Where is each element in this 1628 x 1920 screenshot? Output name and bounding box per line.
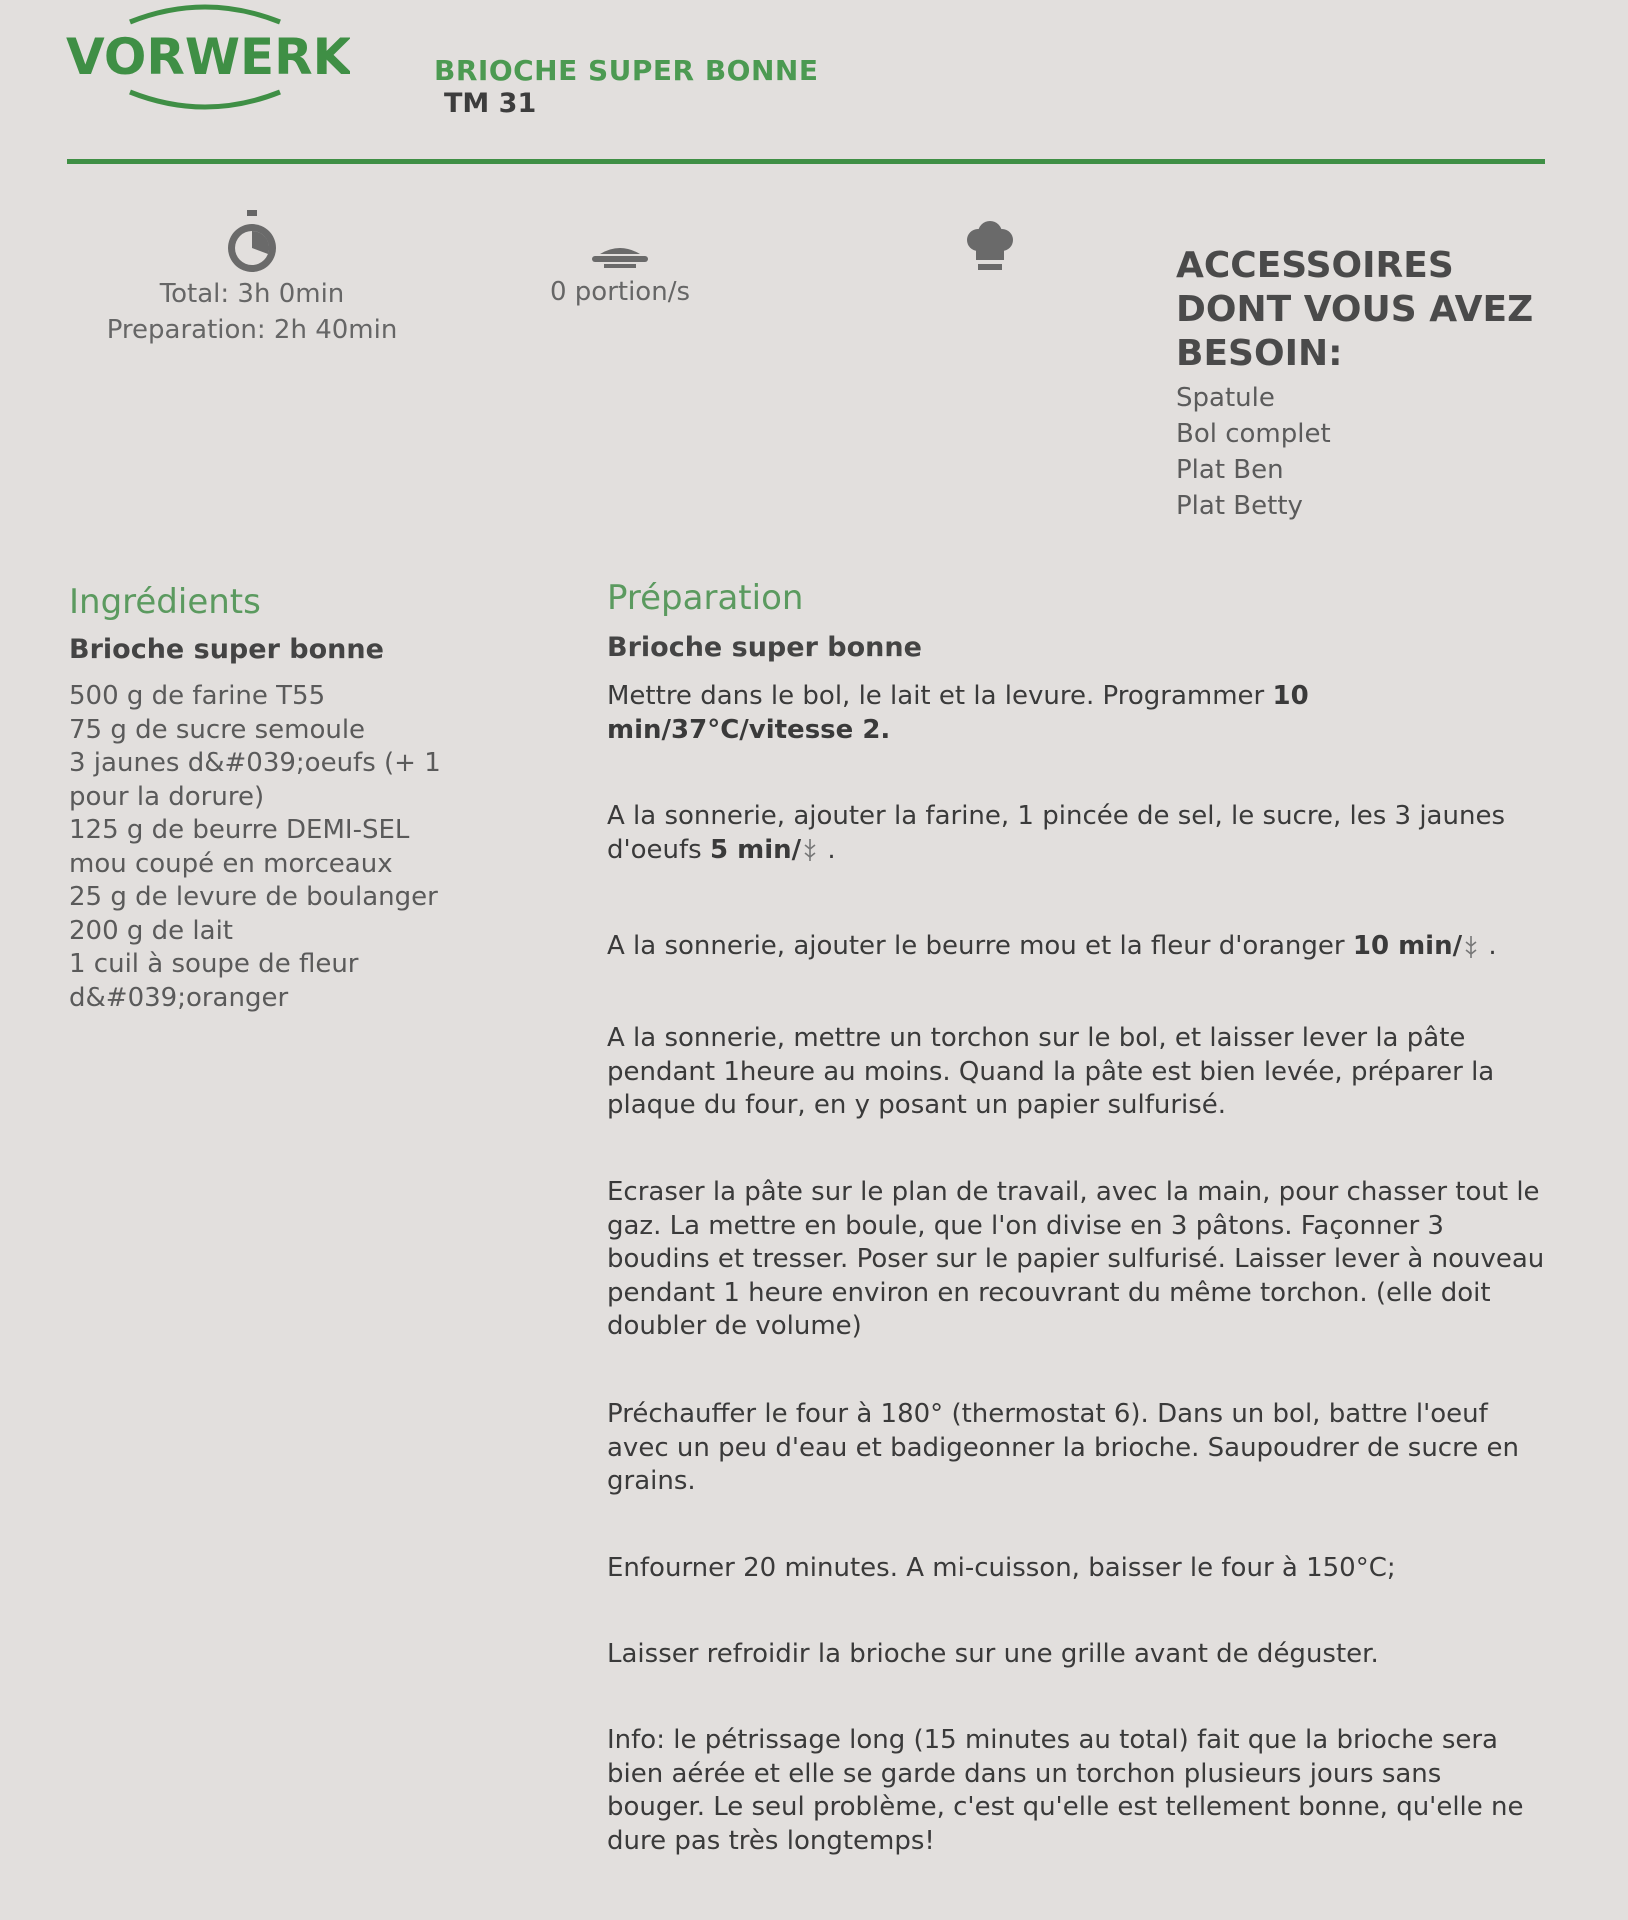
ingredient-line: mou coupé en morceaux	[69, 848, 393, 879]
step-8: Laisser refroidir la brioche sur une grille avant de déguster.	[607, 1639, 1379, 1669]
step-3	[607, 930, 1547, 964]
accessories-title: ACCESSOIRES DONT VOUS AVEZ BESOIN:	[1176, 245, 1534, 374]
ingredient-line: 75 g de sucre semoule	[69, 714, 366, 745]
accessory-item: Bol complet	[1176, 419, 1331, 449]
preparation-subheading: Brioche super bonne	[607, 632, 922, 663]
step-1	[607, 680, 1547, 747]
ingredient-line: pour la dorure)	[69, 781, 265, 812]
recipe-title: BRIOCHE SUPER BONNE	[434, 54, 819, 87]
accessories-list	[1176, 380, 1331, 524]
step-end: .	[1488, 931, 1497, 961]
ingredient-line: 500 g de farine T55	[69, 681, 326, 711]
step-7: Enfourner 20 minutes. A mi-cuisson, baisser le four à 150°C;	[607, 1553, 1396, 1583]
plate-icon	[588, 240, 652, 274]
step-9: Info: le pétrissage long (15 minutes au total) fait que la brioche sera bien aérée et elle se garde dans un torchon plusieurs jours sans bouger. Le seul problème, c'est qu'elle est tellement bonne, qu'elle ne dure pas très longtemps!	[607, 1725, 1524, 1856]
ingredients-list	[69, 680, 469, 1015]
accessory-item: Spatule	[1176, 383, 1275, 413]
chef-hat-icon	[964, 220, 1016, 274]
ingredient-line: d&#039;oranger	[69, 982, 289, 1013]
stopwatch-icon	[224, 208, 280, 276]
step-text: A la sonnerie, ajouter le beurre mou et la fleur d'oranger	[607, 931, 1353, 961]
step-program: 5 min/	[710, 834, 802, 865]
vorwerk-logo	[60, 0, 350, 120]
ingredient-line: 1 cuil à soupe de fleur	[69, 949, 359, 979]
header-divider	[67, 159, 1545, 164]
step-text: A la sonnerie, ajouter la farine, 1 pincée de sel, le sucre, les 3 jaunes d'oeufs	[607, 801, 1505, 865]
machine-model: TM 31	[444, 88, 537, 119]
preparation-time: Preparation: 2h 40min	[106, 315, 398, 345]
step-2	[607, 800, 1547, 867]
knead-icon	[801, 835, 819, 865]
step-text: Mettre dans le bol, le lait et la levure. Programmer	[607, 681, 1273, 711]
preparation-heading: Préparation	[607, 578, 804, 618]
time-info	[92, 208, 412, 348]
step-end: .	[827, 834, 836, 865]
step-6: Préchauffer le four à 180° (thermostat 6). Dans un bol, battre l'oeuf avec un peu d'eau et badigeonner la brioche. Saupoudrer de sucre en grains.	[607, 1399, 1519, 1496]
ingredient-line: 25 g de levure de boulanger	[69, 882, 438, 912]
knead-icon	[1462, 932, 1480, 962]
ingredient-line: 3 jaunes d&#039;oeufs (+ 1	[69, 748, 441, 778]
step-4: A la sonnerie, mettre un torchon sur le bol, et laisser lever la pâte pendant 1heure au moins. Quand la pâte est bien levée, préparer la plaque du four, en y posant un papier sulfurisé.	[607, 1023, 1495, 1120]
accessory-item: Plat Ben	[1176, 455, 1284, 485]
step-program: 10 min/37°C/vitesse 2	[607, 681, 1309, 745]
vorwerk-logo-graphic	[60, 0, 350, 120]
brand-text: VORWERK	[66, 28, 350, 86]
ingredient-line: 200 g de lait	[69, 915, 233, 946]
ingredients-heading: Ingrédients	[69, 582, 261, 622]
portion-count: 0 portion/s	[549, 277, 691, 307]
ingredient-line: 125 g de beurre DEMI-SEL	[69, 815, 410, 845]
total-time: Total: 3h 0min	[159, 279, 345, 309]
step-program: 10 min/	[1352, 931, 1463, 961]
step-5: Ecraser la pâte sur le plan de travail, avec la main, pour chasser tout le gaz. La mettre en boule, que l'on divise en 3 pâtons. Façonner 3 boudins et tresser. Poser sur le papier sulfurisé. Laisser lever à nouveau pendant 1 heure environ en recouvrant du même torchon. (elle doit doubler de volume)	[607, 1177, 1545, 1341]
ingredients-subheading: Brioche super bonne	[69, 634, 384, 665]
step-end: .	[880, 714, 891, 745]
accessory-item: Plat Betty	[1176, 491, 1303, 521]
portion-info	[520, 240, 720, 310]
